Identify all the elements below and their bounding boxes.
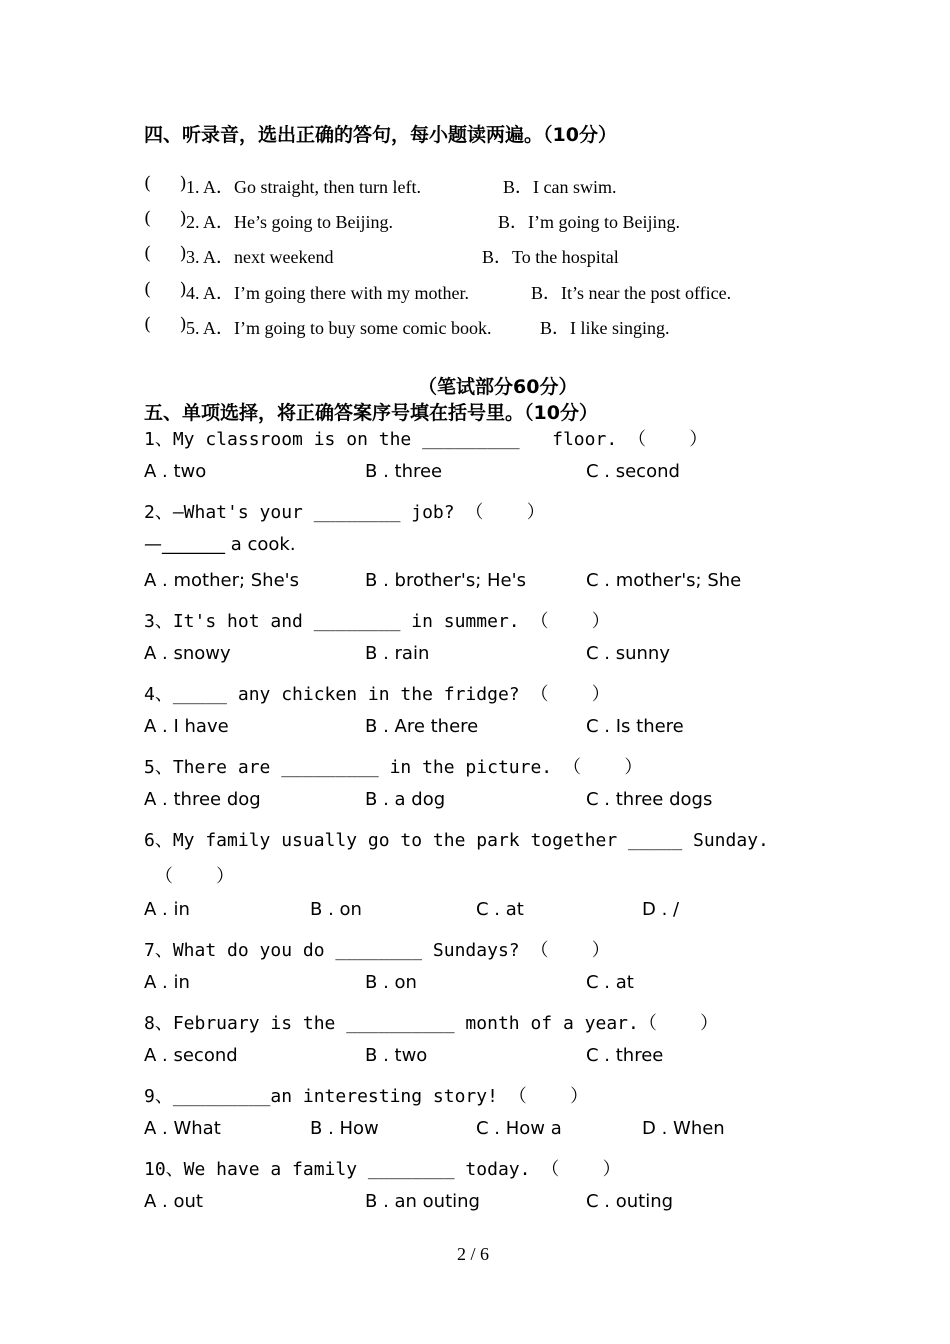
- option-4-b[interactable]: B . Are there: [365, 716, 479, 737]
- option-7-a[interactable]: A . in: [144, 972, 190, 993]
- option-9-b[interactable]: B . How: [310, 1118, 379, 1139]
- question-9: 9、_________an interesting story! （ ）: [144, 1086, 589, 1107]
- option-8-a[interactable]: A . second: [144, 1045, 238, 1066]
- answer-paren-5[interactable]: ( ): [144, 314, 187, 335]
- option-3-c[interactable]: C . sunny: [586, 643, 670, 664]
- option-9-c[interactable]: C . How a: [476, 1118, 562, 1139]
- question-2-reply: —_______ a cook.: [144, 534, 296, 555]
- question-1: 1、My classroom is on the _________ floor. （ ）: [144, 429, 708, 450]
- question-6: 6、My family usually go to the park together _____ Sunday.: [144, 830, 769, 851]
- option-10-b[interactable]: B . an outing: [365, 1191, 480, 1212]
- option-1-c[interactable]: C . second: [586, 461, 680, 482]
- listen-option-b-2: B．I’m going to Beijing.: [498, 212, 680, 232]
- page-number: 2 / 6: [457, 1244, 490, 1264]
- option-6-d[interactable]: D . /: [642, 899, 680, 920]
- option-8-c[interactable]: C . three: [586, 1045, 664, 1066]
- option-6-a[interactable]: A . in: [144, 899, 190, 920]
- option-8-b[interactable]: B . two: [365, 1045, 428, 1066]
- listen-option-b-1: B．I can swim.: [503, 177, 617, 197]
- option-7-b[interactable]: B . on: [365, 972, 417, 993]
- option-2-a[interactable]: A . mother; She's: [144, 570, 299, 591]
- question-3: 3、It's hot and ________ in summer. （ ）: [144, 611, 610, 632]
- listen-option-b-3: B．To the hospital: [482, 247, 619, 267]
- option-2-b[interactable]: B . brother's; He's: [365, 570, 526, 591]
- option-9-a[interactable]: A . What: [144, 1118, 221, 1139]
- option-4-c[interactable]: C . Is there: [586, 716, 684, 737]
- question-7: 7、What do you do ________ Sundays? （ ）: [144, 940, 610, 961]
- option-6-b[interactable]: B . on: [310, 899, 362, 920]
- question-6-paren[interactable]: （ ）: [144, 866, 235, 887]
- listen-option-b-5: B．I like singing.: [540, 318, 670, 338]
- option-3-b[interactable]: B . rain: [365, 643, 430, 664]
- written-part-heading: （笔试部分60分）: [418, 376, 578, 398]
- section5-title: 五、单项选择，将正确答案序号填在括号里。（10分）: [144, 402, 598, 424]
- answer-paren-3[interactable]: ( ): [144, 243, 187, 264]
- option-10-a[interactable]: A . out: [144, 1191, 203, 1212]
- option-5-b[interactable]: B . a dog: [365, 789, 446, 810]
- listen-option-a-5: 5. A．I’m going to buy some comic book.: [186, 318, 492, 338]
- option-2-c[interactable]: C . mother's; She: [586, 570, 742, 591]
- option-9-d[interactable]: D . When: [642, 1118, 725, 1139]
- question-2: 2、—What's your ________ job? （ ）: [144, 502, 545, 523]
- listen-option-a-2: 2. A．He’s going to Beijing.: [186, 212, 393, 232]
- answer-paren-4[interactable]: ( ): [144, 279, 187, 300]
- option-10-c[interactable]: C . outing: [586, 1191, 674, 1212]
- answer-paren-2[interactable]: ( ): [144, 208, 187, 229]
- option-3-a[interactable]: A . snowy: [144, 643, 231, 664]
- listen-option-a-1: 1. A．Go straight, then turn left.: [186, 177, 421, 197]
- option-4-a[interactable]: A . I have: [144, 716, 229, 737]
- option-7-c[interactable]: C . at: [586, 972, 634, 993]
- option-1-b[interactable]: B . three: [365, 461, 443, 482]
- question-4: 4、_____ any chicken in the fridge? （ ）: [144, 684, 610, 705]
- option-6-c[interactable]: C . at: [476, 899, 524, 920]
- option-5-c[interactable]: C . three dogs: [586, 789, 713, 810]
- answer-paren-1[interactable]: ( ): [144, 173, 187, 194]
- option-1-a[interactable]: A . two: [144, 461, 207, 482]
- listen-option-b-4: B．It’s near the post office.: [531, 283, 732, 303]
- question-5: 5、There are _________ in the picture. （ ）: [144, 757, 643, 778]
- question-10: 10、We have a family ________ today. （ ）: [144, 1159, 621, 1180]
- listen-option-a-4: 4. A．I’m going there with my mother.: [186, 283, 469, 303]
- section4-title: 四、听录音，选出正确的答句，每小题读两遍。（10分）: [144, 124, 617, 146]
- option-5-a[interactable]: A . three dog: [144, 789, 261, 810]
- listen-option-a-3: 3. A．next weekend: [186, 247, 334, 267]
- question-8: 8、February is the __________ month of a year.（ ）: [144, 1013, 719, 1034]
